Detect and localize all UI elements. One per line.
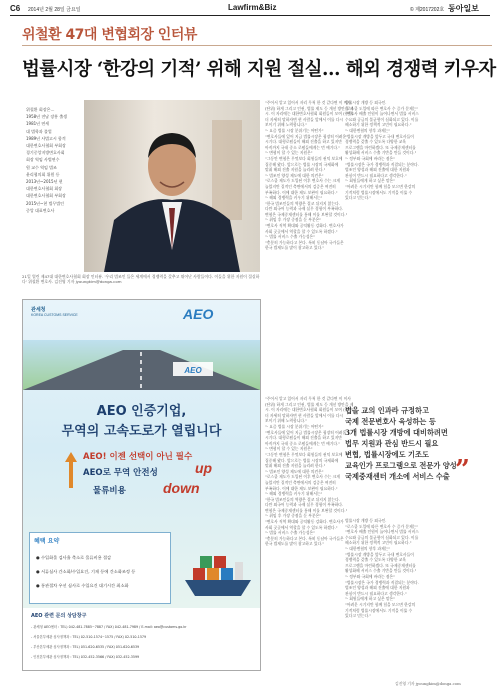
article-line: "로스쿨 제도가 도입된 이후 변호사 수는 크게: [265, 474, 341, 480]
ad-down-word: down: [163, 480, 200, 496]
article-line: 수요와 공급의 불균형이 심화되고 있다. 이를: [345, 116, 419, 122]
ad-benefit-item: ● 수입화물 검사율 축소로 물류비용 절감: [36, 555, 112, 560]
article-line: "- 정부와 국회에 바라는 점은": [345, 155, 395, 161]
ad-title-line2: 무역의 고속도로가 열립니다: [61, 424, 222, 439]
article-line: "변호사 직역 확대와 공익활동 강화다. 변호사가: [265, 519, 344, 525]
byline: 김진영 기자 jyoungkim@donga.com: [395, 681, 461, 686]
article-line: 변협은 국제중재센터를 통해 이를 보완할 것이다.": [265, 507, 348, 513]
article-line: "- 법조인 양성 제도에 대한 의견은": [265, 468, 324, 474]
article-line: 집중해 왔다. 앞으로는 법률 시장의 국제화에: [265, 161, 339, 167]
pull-quote-line: 법을 교의 인과라 규정하고: [345, 406, 429, 415]
ad-title-line1: AEO 인증기업,: [96, 404, 187, 419]
article-line: "주어서 알고 있어서 자리 무척 한 것 같다면 이 이사: [265, 396, 351, 401]
article-line: 프로그램을 마련하겠다. 또 국제중재센터를: [345, 144, 416, 150]
quote-mark-icon: ”: [455, 455, 470, 485]
ad-benefit-item: ● 통관절차 우선 심사로 수입요건 대기시간 최소화: [36, 583, 129, 588]
article-line: 해소하기 위한 정책적 고민이 필요하다.": [345, 540, 412, 546]
svg-text:AEO: AEO: [184, 366, 202, 375]
ad-contact-line: - 인천본부세관 심사정책과 : TEL) 032-452-3566 / FAX) 032-452-3599: [31, 655, 140, 659]
article-line: 더 자세히 말하자면 현 사람들 앞에서 이를 다시: [265, 116, 344, 122]
article-line: "충분히 가능하다고 본다. 특히 동남아 국가들은: [265, 535, 344, 541]
article-line: "변호사 직역 확대와 공익활동 강화다. 변호사가: [265, 223, 344, 229]
article-line: "로스쿨 도입에 따른 변호사 수 증가 문제는": [345, 523, 419, 529]
article-line: "충분히 가능하다고 본다. 특히 동남아 국가들은: [265, 239, 344, 245]
ad-agency-english: KOREA CUSTOMS SERVICE: [31, 313, 78, 317]
article-line: 늘었지만 질적인 측면에서의 검증은 여전히: [265, 479, 336, 485]
bio-line: 대한변호사협회 부회장: [26, 143, 66, 149]
pull-quote-line: 국제 전문변호사 육성하는 등: [345, 417, 436, 426]
article-line: "어려운 시기지만 함께 힘을 모으면 한강의: [345, 601, 416, 607]
article-line: "- 요즘 법률 시장 분위기는 어떤가": [265, 423, 324, 429]
article-line: "- 대한변협의 향후 과제는": [345, 127, 391, 133]
article-line: (단위) 하게 그리고 인권, 법률 제도 등 개선 방안을 제: [265, 401, 354, 407]
ad-benefit-item: ● 서류심사 간소화/수입요건, 기재 등에 간소화조정 등: [36, 569, 136, 574]
article-line: 다만 외국어 능력과 국제 실무 경험이 부족하다.: [265, 206, 344, 212]
article-line: 시. 이 자리에는 대한변호사협회 회원들이 모여 (중략): [265, 111, 354, 117]
ad-slogan-3: 물류비용: [93, 486, 126, 496]
article-line: 관심이 반드시 필요하다고 생각한다.": [345, 172, 407, 178]
article-line: "법률시장 개방을 앞두고 국내 변호사들이: [345, 133, 414, 139]
headline: 법률시장 ‘한강의 기적’ 위해 지원 절실… 해외 경쟁력 키우자: [22, 59, 496, 80]
advertisement: [22, 299, 261, 671]
ad-contact-line: - 관세청 AEO센터 : TEL) 042-481-7885~7887 / FAX) 042-481-7989 / E-mail: aeo@customs.go.kr: [31, 625, 187, 629]
article-line: "한국 법조인들의 역량은 결코 뒤지지 않는다.: [265, 496, 341, 502]
article-line: 경쟁력을 갖출 수 있도록 다양한 교육: [345, 557, 407, 563]
article-column-3-lower: [345, 518, 490, 619]
bio-line: 1981년 연세: [26, 121, 50, 127]
article-line: 한국 법제도를 많이 참고하고 있다.": [265, 245, 325, 251]
ad-agency-name: 관세청: [31, 307, 46, 313]
article-line: "어려운 시기지만 함께 힘을 모으면 한강의: [345, 183, 416, 189]
article-line: 사회 곳곳에서 역할을 할 수 있도록 하겠다.": [265, 524, 338, 530]
bio-line: 대한변호사협회 부회장: [26, 193, 66, 199]
article-line: "변호사 배출 인원이 늘어나면서 법률 서비스: [345, 529, 419, 535]
article-line: "변호사들에 있어 지금 법률시장은 굉장히 어려운: [265, 133, 347, 139]
arrow-icon: [63, 450, 79, 490]
ad-benefits-title: 혜택 요약: [34, 538, 60, 545]
article-line: "- 법률 서비스 수출 가능성은": [265, 234, 315, 240]
page-header: [10, 3, 490, 16]
article-line: 집중해 왔다. 앞으로는 법률 시장의 국제화에: [265, 457, 339, 463]
article-line: 법조인 양성과 해외 진출에 대한 지원과: [345, 167, 410, 173]
article-line: 시기다. 대형로펌들이 해외 진출을 하고 있지만: [265, 139, 342, 145]
article-line: 관심이 반드시 필요하다고 생각한다.": [345, 590, 407, 596]
ad-highway-image: [23, 340, 260, 390]
article-line: "주어서 알고 있어서 자리 무척 한 것 같다면 이 이사: [265, 100, 351, 105]
article-line: "법률시장은 국가 경쟁력과 직결되는 분야다.: [345, 579, 419, 585]
section-title: Lawfirm&Biz: [228, 3, 277, 12]
article-line: 시. 이 자리에는 대한변호사협회 회원들이 모여 (중략): [265, 407, 354, 413]
newspaper-logo: 동아일보: [448, 4, 479, 13]
article-line: 보이기 위해 노력합니다.": [265, 122, 308, 128]
ad-benefits-box: [29, 532, 171, 604]
page-number: C6: [10, 4, 21, 13]
article-line: "한국 법조인들의 역량은 결코 뒤지지 않는다.: [265, 200, 341, 206]
article-line: 맞춰 해외 진출 지원을 늘리려 한다.": [265, 167, 326, 173]
article-line: 사회 곳곳에서 역할을 할 수 있도록 하겠다.": [265, 228, 338, 234]
article-line: 법조인 양성과 해외 진출에 대한 지원과: [345, 585, 410, 591]
article-line: "- 변협이 할 수 있는 지원은": [265, 150, 313, 156]
ad-contact-line: - 서울본부세관 심사정책과 : TEL) 02-510-1574~1575 / FAX) 02-510-1579: [31, 635, 147, 639]
ad-contact-title: AEO 관련 문의 상담창구: [31, 613, 87, 619]
bio-line: 1958년 전남 장흥 출생: [26, 114, 68, 120]
person-portrait: [84, 100, 260, 272]
bio-line: 원 교수 역임 법조: [26, 164, 57, 170]
bio-line: 회장 역임 사법연수: [26, 157, 60, 163]
article-line: 경쟁력을 갖출 수 있도록 다양한 교육: [345, 139, 407, 145]
highway-illustration: [23, 340, 260, 390]
article-line: 프로그램을 마련하겠다. 또 국제중재센터를: [345, 562, 416, 568]
article-line: 다만 외국어 능력과 국제 실무 경험이 부족하다.: [265, 502, 344, 508]
article-line: 부족하다. 이에 대한 제도 보완이 필요하다.": [265, 189, 338, 195]
article-line: "- 회원들에게 하고 싶은 말은": [345, 178, 395, 184]
article-line: 맞춰 해외 진출 지원을 늘리려 한다.": [265, 463, 326, 469]
article-line: 활성화해 서비스 수출 기반을 만들 것이다.": [345, 150, 417, 156]
photo-caption: 21일 열린 제47대 대한변호사협회 회장 인터뷰. '우리 법조인 들은 세계에서 경쟁력을 갖추고 뛰어난 사람들이다. 이들을 위한 지원이 절실하다' 위철환 변호사. 김진영 기자 jyoungkim@donga.com: [22, 274, 260, 285]
article-column-2-lower: [265, 396, 354, 547]
interview-photo: [22, 100, 260, 272]
article-line: "로스쿨 도입에 따른 변호사 수 증가 문제는": [345, 105, 419, 111]
bio-line: 2015년~현 법무법인: [26, 200, 64, 206]
divider: [22, 45, 492, 46]
bio-line: 경기중앙지방변호사회: [26, 150, 65, 156]
article-line: "- 변협이 할 수 있는 지원은": [265, 446, 313, 452]
article-line: "- 해외 경쟁력을 키우기 위해서는": [265, 195, 323, 201]
pull-quote-line: 3개 법률시장 개방에 대비하려면: [345, 428, 448, 437]
cargo-ship-icon: [183, 540, 253, 600]
article-line: 시기다. 대형로펌들이 해외 진출을 하고 있지만: [265, 435, 342, 441]
bio-line: 1989년 사법고시 합격: [26, 135, 66, 141]
article-line: "- 해외 경쟁력을 키우기 위해서는": [265, 491, 323, 497]
article-line: 법률시장 개방 등 외국인.: [345, 100, 387, 105]
ad-slogan-1: AEO! 이젠 선택이 아닌 필수: [83, 452, 193, 462]
article-line: "변호사들에 있어 지금 법률시장은 굉장히 어려운: [265, 429, 347, 435]
article-line: 기적처럼 법률시장에서도 기적을 이룰 수: [345, 189, 413, 195]
article-line: "변호사 배출 인원이 늘어나면서 법률 서비스: [345, 111, 419, 117]
article-line: 더 자세히 말하자면 현 사람들 앞에서 이를 다시: [265, 412, 344, 418]
article-line: 해소하기 위한 정책적 고민이 필요하다.": [345, 122, 412, 128]
bio-line: 중앙 대표변호사: [26, 207, 55, 213]
ad-up-word: up: [195, 460, 213, 476]
pull-quote-line: 변협, 법률시장에도 기조도: [345, 450, 429, 459]
bio-line: 대 법학과 졸업: [26, 128, 52, 134]
article-line: 수요와 공급의 불균형이 심화되고 있다. 이를: [345, 534, 419, 540]
article-line: (단위) 하게 그리고 인권, 법률 제도 등 개선 방안을 제: [265, 105, 354, 111]
article-line: "- 대한변협의 향후 과제는": [345, 545, 391, 551]
ad-slogan-2: AEO로 무역 안전성: [83, 468, 158, 478]
article-line: 아직까지 국내 중소 로펌들에게는 먼 얘기다.": [265, 440, 341, 446]
bio-line: 위철환 회장은…: [26, 107, 55, 112]
article-line: 있다고 믿는다.": [345, 195, 372, 201]
article-column-2: [265, 100, 354, 251]
article-line: "그동안 변협은 무엇보다 회원들의 권익 보호에: [265, 155, 343, 161]
pull-quote-line: 국제중재센터 개소에 서비스 수출: [345, 472, 450, 481]
article-line: 변협은 국제중재센터를 통해 이를 보완할 것이다.": [265, 211, 348, 217]
article-line: 아직까지 국내 중소 로펌들에게는 먼 얘기다.": [265, 144, 341, 150]
article-line: 늘었지만 질적인 측면에서의 검증은 여전히: [265, 183, 336, 189]
ad-contact-footer: [23, 608, 260, 670]
article-line: "- 정부와 국회에 바라는 점은": [345, 573, 395, 579]
article-line: "- 회원들에게 하고 싶은 말은": [345, 596, 395, 602]
article-line: 기적처럼 법률시장에서도 기적을 이룰 수: [345, 607, 413, 613]
article-line: "법률시장 개방을 앞두고 국내 변호사들이: [345, 551, 414, 557]
kicker: 위철환 47대 변협회장 인터뷰: [22, 27, 197, 43]
article-line: "- 취임 후 가장 중점을 둔 부분은": [265, 513, 322, 519]
article-line: 활성화해 서비스 수출 기반을 만들 것이다.": [345, 568, 417, 574]
article-line: "- 요즘 법률 시장 분위기는 어떤가": [265, 127, 324, 133]
article-column-3: [345, 100, 490, 201]
article-line: 부족하다. 이에 대한 제도 보완이 필요하다.": [265, 485, 338, 491]
article-line: 보이기 위해 노력합니다.": [265, 418, 308, 424]
article-line: "- 법조인 양성 제도에 대한 의견은": [265, 172, 324, 178]
article-line: "- 취임 후 가장 중점을 둔 부분은": [265, 217, 322, 223]
article-line: 한국 법제도를 많이 참고하고 있다.": [265, 541, 325, 547]
pull-quote-line: 교육인가 프로그램으로 전문가 양성: [345, 461, 457, 470]
article-line: "법률시장은 국가 경쟁력과 직결되는 분야다.: [345, 161, 419, 167]
bio-box: [22, 100, 84, 272]
article-line: 법률시장 개방 등 외국인.: [345, 518, 387, 523]
article-line: "그동안 변협은 무엇보다 회원들의 권익 보호에: [265, 451, 343, 457]
bio-line: 2013년~2015년 현: [26, 179, 63, 185]
ad-contact-line: - 부산본부세관 심사정책과 : TEL) 051-620-6535 / FAX) 051-620-6539: [31, 645, 140, 649]
article-line: 있다고 믿는다.": [345, 613, 372, 619]
article-line: "로스쿨 제도가 도입된 이후 변호사 수는 크게: [265, 178, 341, 184]
bio-line: 윤리협의회 위원 등: [26, 171, 60, 177]
article-line: "- 법률 서비스 수출 가능성은": [265, 530, 315, 536]
pull-quote-line: 법무 지원과 관심 반드시 필요: [345, 439, 439, 448]
issue-number: © 제2017202호: [410, 7, 445, 13]
ad-brand-logo: AEO: [183, 306, 214, 322]
bio-line: 대한변호사협회 회장: [26, 186, 63, 192]
issue-date: 2014년 2월 28일 금요일: [28, 7, 81, 13]
